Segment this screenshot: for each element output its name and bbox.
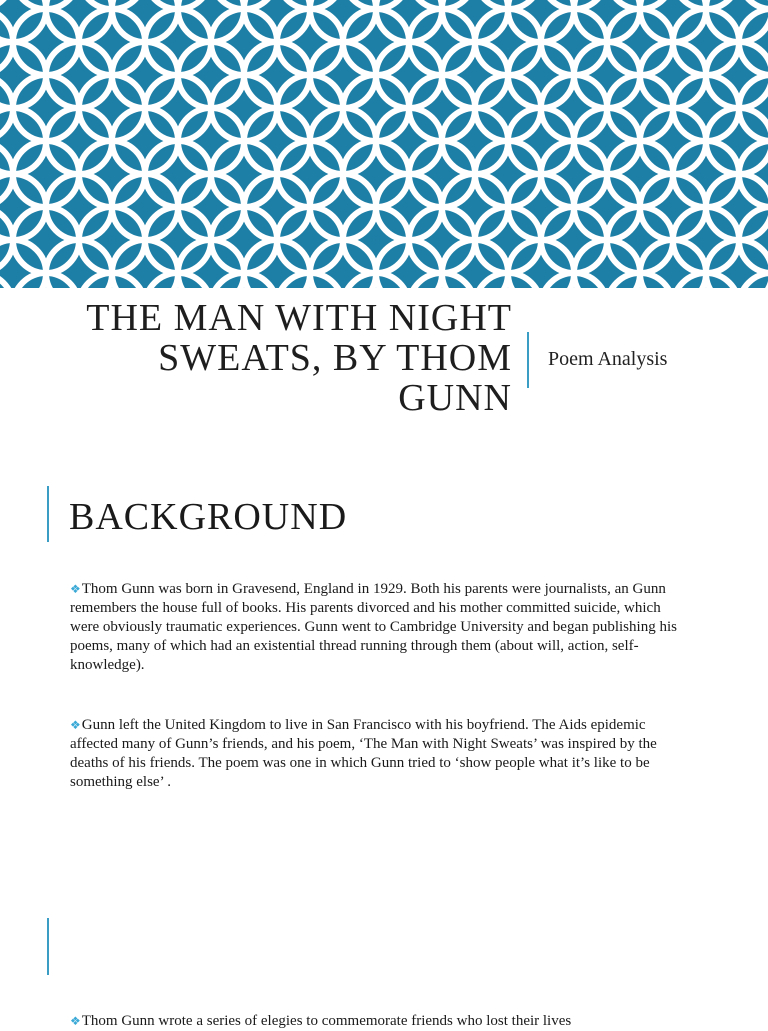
patterned-banner (0, 0, 768, 288)
diamond-bullet-icon: ❖ (70, 718, 81, 732)
title-divider (527, 332, 529, 388)
background-bullet-2 (70, 716, 680, 792)
next-slide-bullet-1 (70, 1012, 760, 1031)
background-heading: BACKGROUND (69, 496, 348, 538)
presentation-title: THE MAN WITH NIGHT SWEATS, BY THOM GUNN (86, 297, 512, 419)
title-slide (0, 288, 768, 438)
interlocking-circles-pattern-icon (0, 0, 768, 288)
background-accent-bar (47, 486, 49, 542)
bullet-text: Gunn left the United Kingdom to live in San Francisco with his boyfriend. The Aids epidemic affected many of Gunn’s friends, and his poem, ‘The Man with Night Sweats’ was inspired by the deaths of his friends. The poem was one in which Gunn tried to ‘show people what it’s like to be something else’ . (70, 717, 657, 790)
bullet-text: Thom Gunn wrote a series of elegies to commemorate friends who lost their lives (81, 1013, 572, 1029)
background-bullet-1 (70, 580, 680, 675)
diamond-bullet-icon: ❖ (70, 1014, 81, 1028)
presentation-subtitle: Poem Analysis (548, 348, 668, 370)
bullet-text: Thom Gunn was born in Gravesend, England in 1929. Both his parents were journalists, an Gunn remembers the house full of books. His parents divorced and his mother committed suicide, which were obviously traumatic experiences. Gunn went to Cambridge University and began publishing his poems, many of which had an existential thread running through them (about will, action, self-knowledge). (70, 581, 677, 673)
diamond-bullet-icon: ❖ (70, 582, 81, 596)
next-slide-accent-bar (47, 918, 49, 975)
